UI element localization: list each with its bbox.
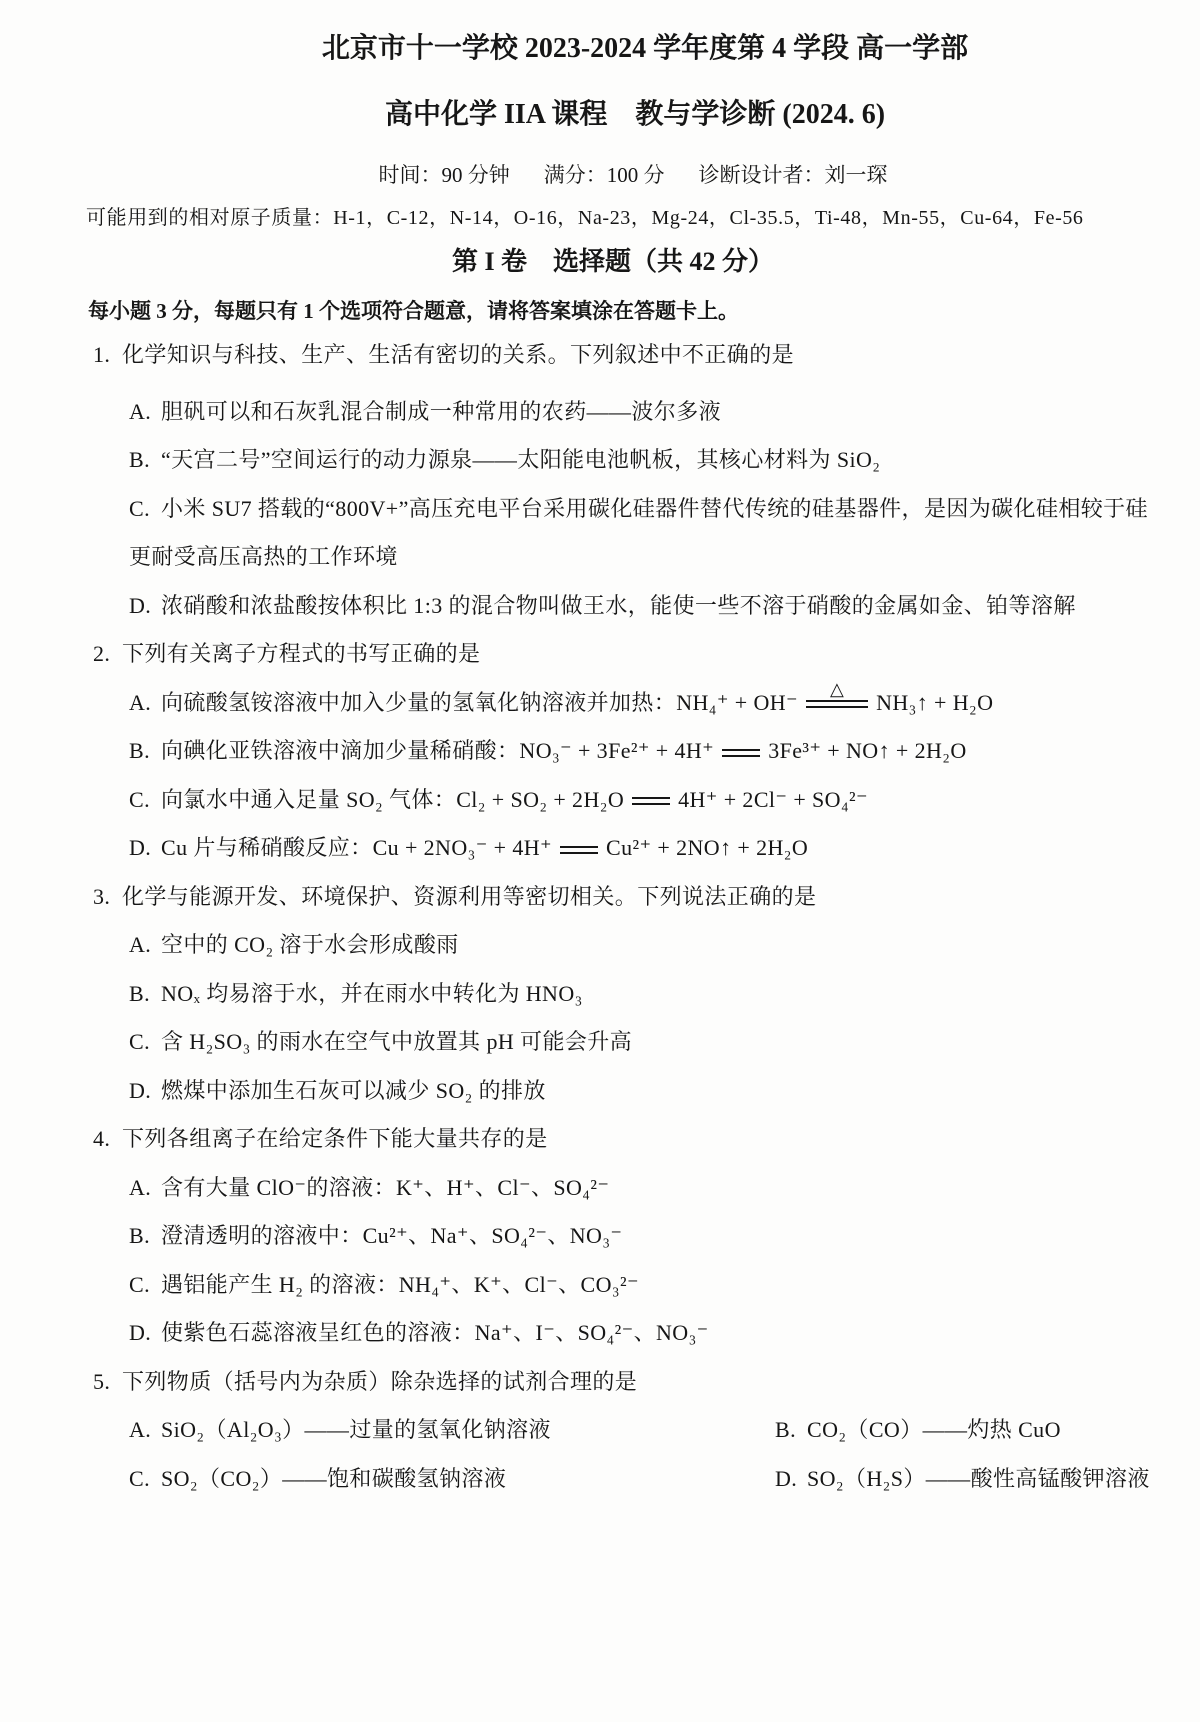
section-instructions: 每小题 3 分，每题只有 1 个选项符合题意，请将答案填涂在答题卡上。 [88, 299, 739, 323]
option-label: B. [129, 738, 150, 763]
option-label: B. [775, 1417, 796, 1442]
option-3c [0, 1018, 1200, 1067]
equation-reactants: 向碘化亚铁溶液中滴加少量稀硝酸：NO₃⁻ + 3Fe²⁺ + 4H⁺ [161, 738, 715, 763]
option-label: C. [129, 786, 150, 812]
question-3 [0, 873, 1200, 922]
option-text: 遇铝能产生 H₂ 的溶液：NH₄⁺、K⁺、Cl⁻、CO₃²⁻ [161, 1271, 639, 1297]
option-text: SO₂（CO₂）——饱和碳酸氢钠溶液 [161, 1465, 507, 1491]
option-2c [0, 776, 1200, 825]
atomic-masses: 可能用到的相对原子质量：H-1，C-12，N-14，O-16，Na-23，Mg-24，Cl-35.5，Ti-48，Mn-55，Cu-64，Fe-56 [86, 207, 1084, 229]
option-1c [0, 485, 1200, 534]
option-4c [0, 1261, 1200, 1310]
option-text: “天宫二号”空间运行的动力源泉——太阳能电池帆板，其核心材料为 SiO₂ [161, 447, 881, 472]
option-label: B. [129, 980, 150, 1006]
option-label: A. [129, 1417, 152, 1442]
option-label: D. [129, 1320, 152, 1345]
option-4b [0, 1212, 1200, 1261]
option-3d [0, 1067, 1200, 1116]
option-5b [775, 1406, 1061, 1455]
question-number: 4. [93, 1126, 111, 1151]
equals-sign [632, 797, 670, 805]
option-label: C. [129, 495, 150, 521]
option-label: A. [129, 1174, 152, 1200]
option-text: 含有大量 ClO⁻的溶液：K⁺、H⁺、Cl⁻、SO₄²⁻ [161, 1174, 610, 1200]
question-2 [0, 630, 1200, 679]
heating-condition-mark: △ [829, 679, 845, 700]
exam-designer: 诊断设计者：刘一琛 [698, 163, 888, 187]
equation-products: NH₃↑ + H₂O [876, 689, 994, 715]
option-text: 燃煤中添加生石灰可以减少 SO₂ 的排放 [161, 1077, 546, 1103]
option-text: SiO₂（Al₂O₃）——过量的氢氧化钠溶液 [161, 1417, 551, 1442]
equation-reactants: 向氯水中通入足量 SO₂ 气体：Cl₂ + SO₂ + 2H₂O [161, 786, 625, 812]
question-stem: 下列有关离子方程式的书写正确的是 [122, 641, 481, 666]
option-label: A. [129, 689, 152, 715]
option-label: C. [129, 1271, 150, 1297]
question-number: 2. [93, 641, 111, 666]
question-stem: 下列物质（括号内为杂质）除杂选择的试剂合理的是 [122, 1368, 638, 1394]
option-1c-continued [0, 533, 1200, 582]
option-text: 胆矾可以和石灰乳混合制成一种常用的农药——波尔多液 [161, 398, 722, 424]
equation-reactants: Cu 片与稀硝酸反应：Cu + 2NO₃⁻ + 4H⁺ [161, 835, 553, 860]
option-5d [775, 1455, 1150, 1504]
option-text: 小米 SU7 搭载的“800V+”高压充电平台采用碳化硅器件替代传统的硅基器件，是因为碳化硅相较于硅 [161, 495, 1148, 521]
question-number: 5. [93, 1368, 111, 1394]
option-text: 浓硝酸和浓盐酸按体积比 1:3 的混合物叫做王水，能使一些不溶于硝酸的金属如金、铂等溶解 [161, 592, 1076, 618]
option-2a [0, 679, 1200, 728]
option-text: NOₓ 均易溶于水，并在雨水中转化为 HNO₃ [161, 980, 583, 1006]
option-label: B. [129, 1223, 150, 1248]
equation-reactants: 向硫酸氢铵溶液中加入少量的氢氧化钠溶液并加热：NH₄⁺ + OH⁻ [161, 689, 799, 715]
option-1a [0, 388, 1200, 437]
exam-meta [0, 158, 1200, 192]
option-label: D. [129, 835, 152, 860]
question-stem: 化学与能源开发、环境保护、资源利用等密切相关。下列说法正确的是 [122, 883, 817, 909]
exam-subtitle: 高中化学 IIA 课程 教与学诊断 (2024. 6) [384, 99, 886, 130]
option-label: A. [129, 932, 152, 957]
option-4d [0, 1309, 1200, 1358]
equation-products: Cu²⁺ + 2NO↑ + 2H₂O [606, 835, 809, 860]
option-label: D. [775, 1465, 798, 1491]
exam-full-score: 满分：100 分 [543, 163, 665, 187]
option-3a [0, 921, 1200, 970]
option-label: D. [129, 1077, 152, 1103]
option-label: D. [129, 592, 152, 618]
question-number: 3. [93, 883, 111, 909]
option-5c [129, 1455, 775, 1504]
question-number: 1. [93, 342, 111, 367]
option-label: C. [129, 1029, 150, 1054]
option-4a [0, 1164, 1200, 1213]
exam-title: 北京市十一学校 2023-2024 学年度第 4 学段 高一学部 [321, 33, 969, 64]
option-label: A. [129, 398, 152, 424]
equals-sign [560, 846, 598, 854]
option-label: B. [129, 447, 150, 472]
option-3b [0, 970, 1200, 1019]
option-1d [0, 582, 1200, 631]
heating-equals-sign [806, 679, 868, 708]
option-label: C. [129, 1465, 150, 1491]
option-text: 澄清透明的溶液中：Cu²⁺、Na⁺、SO₄²⁻、NO₃⁻ [161, 1223, 623, 1248]
equation-products: 4H⁺ + 2Cl⁻ + SO₄²⁻ [678, 786, 869, 812]
exam-time: 时间：90 分钟 [378, 163, 510, 187]
question-1 [0, 331, 1200, 380]
section-title: 第 I 卷 选择题（共 42 分） [451, 247, 775, 276]
option-text: CO₂（CO）——灼热 CuO [807, 1417, 1061, 1442]
option-5a [129, 1406, 775, 1455]
question-stem: 化学知识与科技、生产、生活有密切的关系。下列叙述中不正确的是 [122, 342, 795, 367]
question-5 [0, 1358, 1200, 1407]
options-5-row-1 [0, 1406, 1200, 1455]
options-5-row-2 [0, 1455, 1200, 1504]
question-stem: 下列各组离子在给定条件下能大量共存的是 [122, 1126, 548, 1151]
option-2d [0, 824, 1200, 873]
equation-products: 3Fe³⁺ + NO↑ + 2H₂O [768, 738, 967, 763]
option-text: 更耐受高压高热的工作环境 [129, 544, 398, 569]
question-4 [0, 1115, 1200, 1164]
option-text: 含 H₂SO₃ 的雨水在空气中放置其 pH 可能会升高 [161, 1029, 633, 1054]
option-text: 使紫色石蕊溶液呈红色的溶液：Na⁺、I⁻、SO₄²⁻、NO₃⁻ [161, 1320, 709, 1345]
option-1b [0, 436, 1200, 485]
equals-sign [722, 749, 760, 757]
option-2b [0, 727, 1200, 776]
option-text: 空中的 CO₂ 溶于水会形成酸雨 [161, 932, 459, 957]
option-text: SO₂（H₂S）——酸性高锰酸钾溶液 [807, 1465, 1150, 1491]
